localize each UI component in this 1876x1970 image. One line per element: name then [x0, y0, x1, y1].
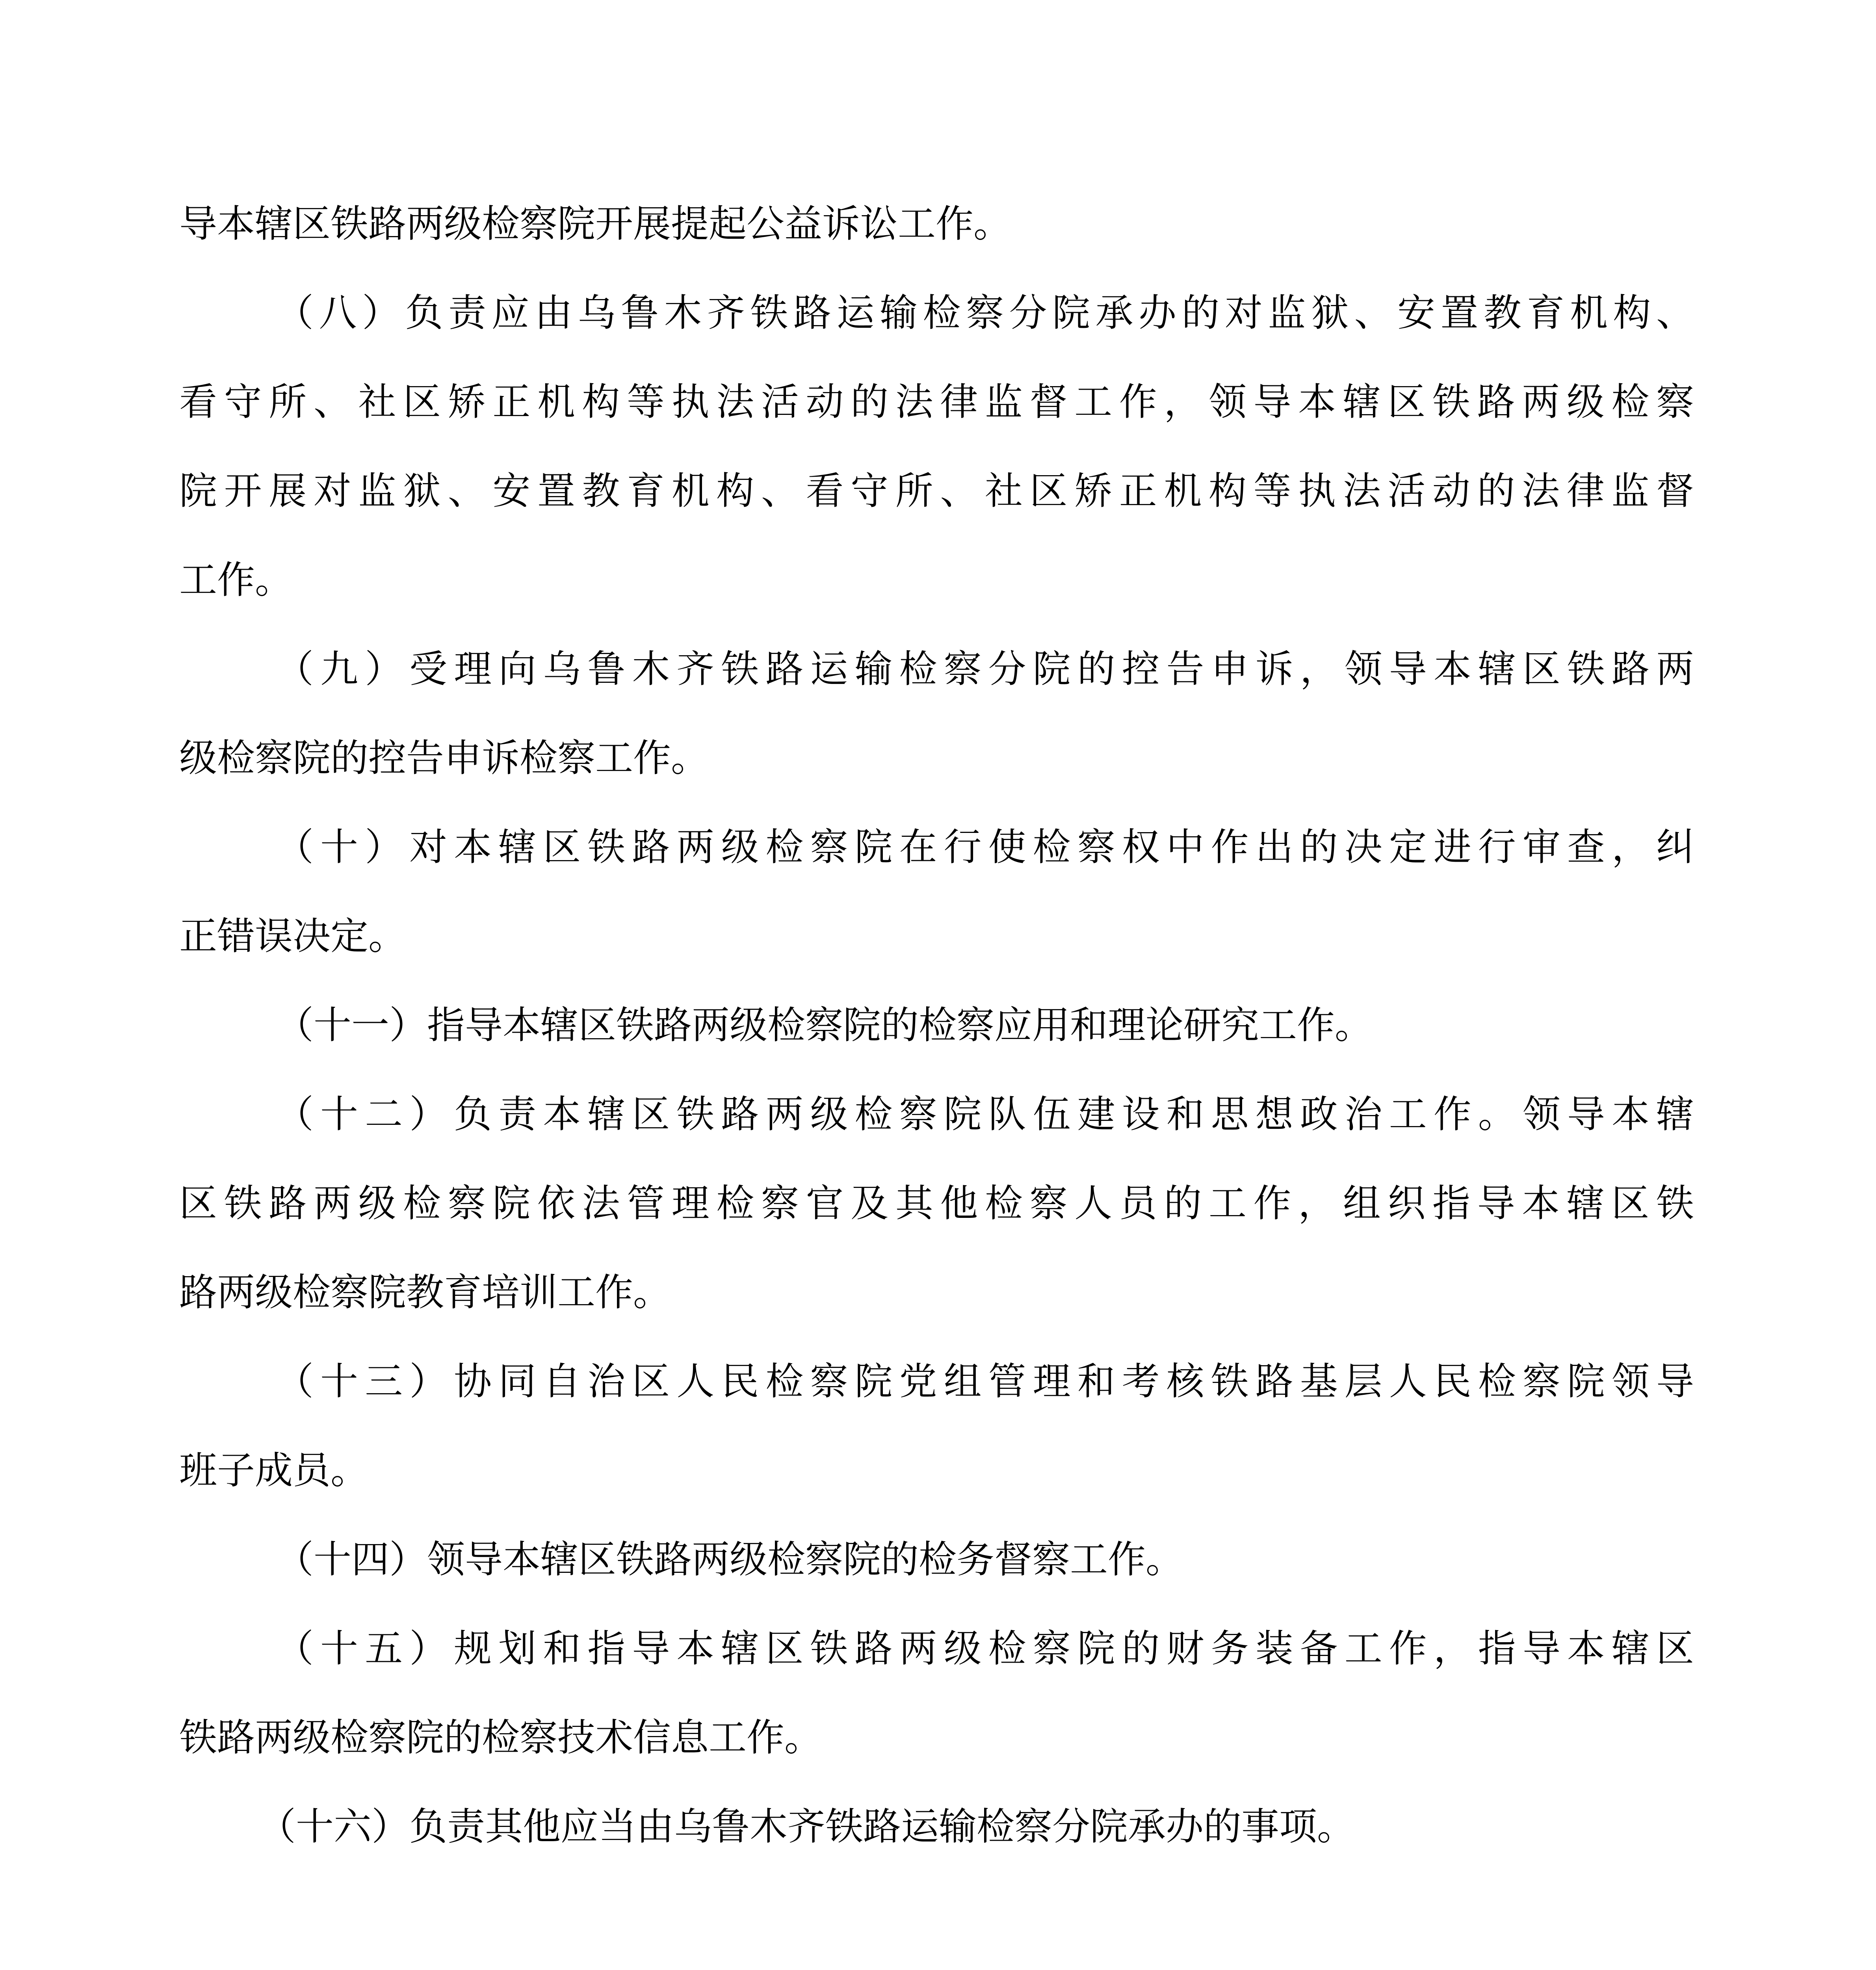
text-line: 看守所、社区矫正机构等执法活动的法律监督工作，领导本辖区铁路两级检察: [179, 380, 1694, 424]
text-line: （八）负责应由乌鲁木齐铁路运输检察分院承办的对监狱、安置教育机构、: [276, 291, 1694, 335]
text-line: 级检察院的控告申诉检察工作。: [179, 736, 709, 780]
text-line: 正错误决定。: [179, 914, 406, 958]
document-body: [179, 179, 1694, 1970]
text-line: 工作。: [179, 558, 293, 602]
section-number: [276, 1954, 370, 1970]
text-line: 导本辖区铁路两级检察院开展提起公益诉讼工作。: [179, 202, 1011, 246]
text-line: 院开展对监狱、安置教育机构、看守所、社区矫正机构等执法活动的法律监督: [179, 469, 1694, 513]
text-line: （十三）协同自治区人民检察院党组管理和考核铁路基层人民检察院领导: [276, 1359, 1694, 1403]
text-line: 区铁路两级检察院依法管理检察官及其他检察人员的工作，组织指导本辖区铁: [179, 1181, 1694, 1225]
text-line: （十二）负责本辖区铁路两级检察院队伍建设和思想政治工作。领导本辖: [276, 1092, 1694, 1136]
text-line: （十四）领导本辖区铁路两级检察院的检务督察工作。: [276, 1537, 1183, 1582]
text-line: （十六）负责其他应当由乌鲁木齐铁路运输检察分院承办的事项。: [258, 1805, 1355, 1849]
text-line: （十五）规划和指导本辖区铁路两级检察院的财务装备工作，指导本辖区: [276, 1626, 1694, 1671]
text-line: 班子成员。: [179, 1448, 368, 1492]
text-line: （九）受理向乌鲁木齐铁路运输检察分院的控告申诉，领导本辖区铁路两: [276, 647, 1694, 691]
text-line: （十一）指导本辖区铁路两级检察院的检察应用和理论研究工作。: [276, 1003, 1373, 1047]
text-line: 铁路两级检察院的检察技术信息工作。: [179, 1715, 822, 1760]
section-gap: [179, 1871, 1694, 1954]
section-heading: [179, 1954, 1694, 1970]
text-line: （十）对本辖区铁路两级检察院在行使检察权中作出的决定进行审查，纠: [276, 825, 1694, 869]
text-line: 路两级检察院教育培训工作。: [179, 1270, 671, 1314]
